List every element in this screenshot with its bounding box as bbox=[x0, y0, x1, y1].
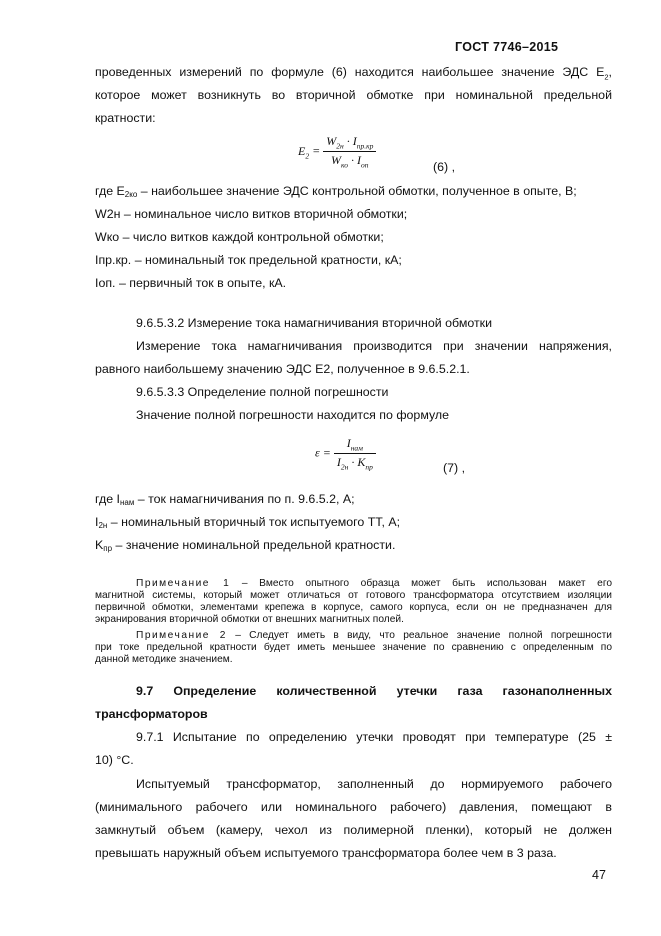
formula-7-fraction bbox=[334, 436, 376, 472]
page-number: 47 bbox=[592, 868, 606, 882]
intro-line-1-text: проведенных измерений по формуле (6) находится наибольшее значение ЭДС E bbox=[95, 65, 605, 79]
section-9-6-5-3-3-line-1: Значение полной погрешности находится по формуле bbox=[136, 408, 450, 422]
def6-row: Iпр.кр. – номинальный ток предельной кратности, кА; bbox=[95, 253, 402, 267]
def7-row: где Iнам – ток намагничивания по п. 9.6.5.2, А; bbox=[95, 492, 355, 507]
formula-6-label: (6) , bbox=[433, 160, 456, 174]
formula-6-eq: = bbox=[309, 143, 324, 158]
formula-6 bbox=[298, 134, 376, 170]
intro-line-2: которое может возникнуть во вторичной обмотке при номинальной предельной bbox=[95, 88, 612, 102]
formula-6-denominator: $W_{ко} \cdot I_{оп}$ bbox=[331, 153, 369, 170]
note-1-line-2: магнитной системы, который может отличаться от готового трансформатора отсутствием изоляции bbox=[95, 590, 612, 601]
intro-line-1-sub: 2 bbox=[604, 72, 609, 82]
def7-row: Kпр – значение номинальной предельной кратности. bbox=[95, 538, 396, 553]
def7-row: I2н – номинальный вторичный ток испытуемого ТТ, А; bbox=[95, 515, 401, 530]
paragraph-line: (минимального рабочего или номинального рабочего) давления, помещают в bbox=[95, 800, 612, 814]
note-1-text: – Вместо опытного образца может быть использован макет его bbox=[230, 578, 612, 589]
def6-row: Wко – число витков каждой контрольной обмотки; bbox=[95, 230, 384, 244]
section-9-6-5-3-2-line-1: Измерение тока намагничивания производится при значении напряжения, bbox=[136, 339, 612, 353]
formula-7 bbox=[315, 436, 376, 472]
section-9-7-1-line-2: 10) °С. bbox=[95, 753, 134, 767]
def6-row: где E2ко – наибольшее значение ЭДС контрольной обмотки, полученное в опыте, В; bbox=[95, 184, 577, 199]
section-9-6-5-3-2-line-2: равного наибольшему значению ЭДС E2, полученное в 9.6.5.2.1. bbox=[95, 362, 470, 376]
formula-7-lhs: ε bbox=[315, 445, 320, 460]
standard-header: ГОСТ 7746–2015 bbox=[455, 40, 559, 54]
note-2-line-1 bbox=[136, 630, 612, 642]
section-9-7-title-line-1: 9.7 Определение количественной утечки газа газонаполненных bbox=[136, 684, 612, 698]
paragraph-line: превышать наружный объем испытуемого трансформатора более чем в 3 раза. bbox=[95, 846, 557, 860]
formula-6-numerator: $W_{2н} \cdot I_{пр.кр}$ bbox=[323, 134, 376, 152]
paragraph-line: Испытуемый трансформатор, заполненный до нормируемого рабочего bbox=[136, 777, 612, 791]
note-2-line-2: при токе предельной кратности будет иметь меньшее значение по сравнению с определенным по bbox=[95, 642, 612, 653]
note-1-label: Примечание 1 bbox=[136, 578, 231, 589]
def6-row: W2н – номинальное число витков вторичной обмотки; bbox=[95, 207, 408, 221]
formula-7-label: (7) , bbox=[443, 461, 466, 475]
section-9-6-5-3-2-title: 9.6.5.3.2 Измерение тока намагничивания вторичной обмотки bbox=[136, 316, 493, 330]
note-2-label: Примечание 2 bbox=[136, 630, 227, 641]
def6-row: Iоп. – первичный ток в опыте, кА. bbox=[95, 276, 287, 290]
note-2-text: – Следует иметь в виду, что реальное значение полной погрешности bbox=[226, 630, 612, 641]
note-1-line-4: экранирования вторичной обмотки от внешних магнитных полей. bbox=[95, 614, 404, 625]
note-2-line-3: данной методике значением. bbox=[95, 654, 233, 665]
intro-line-3: кратности: bbox=[95, 111, 156, 125]
formula-6-lhs: $E_2$ bbox=[298, 143, 310, 161]
note-1-line-1 bbox=[136, 578, 612, 590]
section-9-7-title-line-2: трансформаторов bbox=[95, 707, 208, 721]
note-1-line-3: первичной обмотки, элементами крепежа в корпусе, самого корпуса, если он не предназначен для bbox=[95, 602, 612, 613]
formula-7-eq: = bbox=[319, 445, 334, 460]
section-9-6-5-3-3-title: 9.6.5.3.3 Определение полной погрешности bbox=[136, 385, 389, 399]
formula-7-denominator: $I_{2н} \cdot K_{пр}$ bbox=[336, 455, 373, 472]
formula-7-numerator: $I_{нам}$ bbox=[334, 436, 376, 454]
formula-6-fraction bbox=[323, 134, 376, 170]
section-9-7-1-line-1: 9.7.1 Испытание по определению утечки проводят при температуре (25 ± bbox=[136, 730, 612, 744]
intro-line-1-end: , bbox=[608, 65, 612, 79]
paragraph-line: замкнутый объем (камеру, чехол из полимерной пленки), который не должен bbox=[95, 823, 612, 837]
